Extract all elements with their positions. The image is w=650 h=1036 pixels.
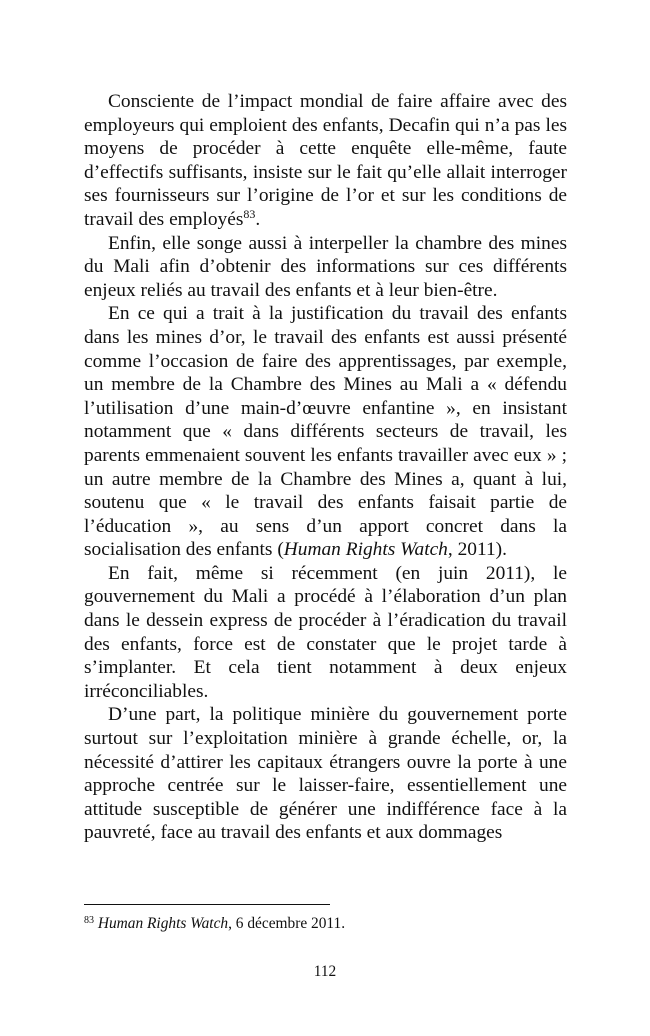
footnote-rest: , 6 décembre 2011.	[228, 915, 346, 932]
footnote	[84, 914, 567, 933]
paragraph-5	[84, 703, 567, 845]
paragraph-3-end: , 2011).	[447, 539, 507, 561]
footnote-reference[interactable]: 83	[243, 206, 256, 221]
paragraph-3	[84, 302, 567, 562]
paragraph-2-text: Enfin, elle songe aussi à interpeller la chambre des mines du Mali afin d’obtenir des informations sur ces différents enjeux reliés au travail des enfants et à leur bien-être.	[84, 232, 567, 301]
footnote-source: Human Rights Watch	[97, 915, 229, 932]
paragraph-2	[84, 232, 567, 303]
paragraph-1	[84, 90, 567, 232]
footnote-divider	[84, 904, 330, 905]
paragraph-3-citation: Human Rights Watch	[283, 539, 448, 561]
paragraph-1-text: Consciente de l’impact mondial de faire affaire avec des employeurs qui emploient des enfants, Decafin qui n’a pas les moyens de procéder à cette enquête elle-même, faute d’effectifs suffisants, insiste sur le fait qu’elle allait interroger ses fournisseurs sur l’origine de l’or et sur les conditions de travail des employés	[84, 91, 567, 230]
paragraph-3-text: En ce qui a trait à la justification du travail des enfants dans les mines d’or, le travail des enfants est aussi présenté comme l’occasion de faire des apprentissages, par exemple, un membre de la Chambre des Mines au Mali a « défendu l’utilisation d’une main-d’œuvre enfantine », en insistant notamment que « dans différents secteurs de travail, les parents emmenaient souvent les enfants travailler avec eux » ; un autre membre de la Chambre des Mines a, quant à lui, soutenu que « le travail des enfants faisait partie de l’éducation », au sens d’un apport concret dans la socialisation des enfants (	[84, 303, 567, 561]
footnote-number: 83	[84, 915, 94, 926]
paragraph-4	[84, 562, 567, 704]
paragraph-1-end: .	[255, 208, 261, 230]
paragraph-5-text: D’une part, la politique minière du gouvernement porte surtout sur l’exploitation minière à grande échelle, or, la nécessité d’attirer les capitaux étrangers ouvre la porte à une approche centrée sur le laisser-faire, essentiellement une attitude susceptible de générer une indifférence face à la pauvreté, face au travail des enfants et aux dommages	[84, 704, 567, 844]
body-text	[84, 90, 567, 845]
page-number: 112	[313, 963, 337, 980]
paragraph-4-text: En fait, même si récemment (en juin 2011), le gouvernement du Mali a procédé à l’élaboration d’un plan dans le dessein express de procéder à l’éradication du travail des enfants, force est de constater que le projet tarde à s’implanter. Et cela tient notamment à deux enjeux irréconciliables.	[84, 562, 567, 702]
